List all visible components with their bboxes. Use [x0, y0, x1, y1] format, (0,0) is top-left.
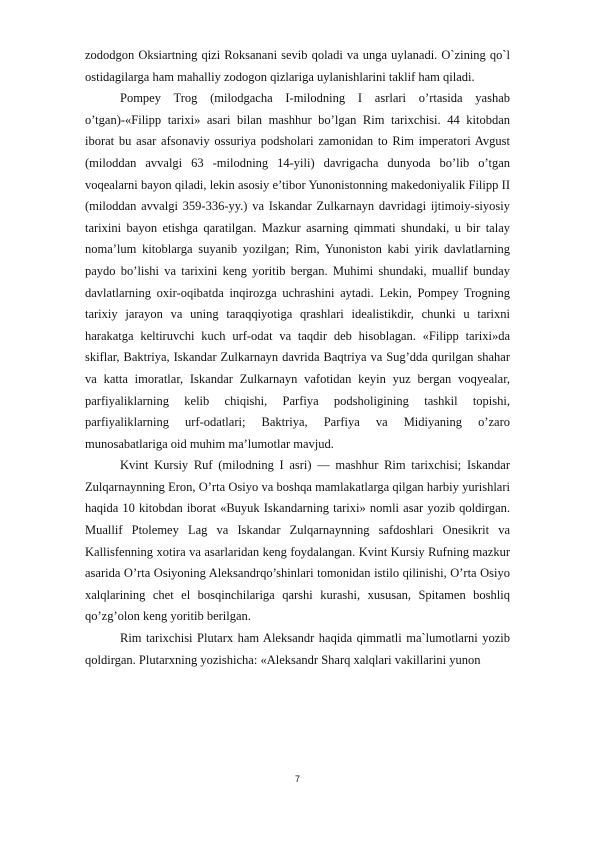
paragraph-plutarx: Rim tarixchisi Plutarx ham Aleksandr haqida qimmatli ma`lumotlarni yozib qoldirgan. Plutarxning yozishicha: «Aleksandr Sharq xalqlari vakillarini yunon [85, 631, 510, 667]
paragraph-pompey-trog: Pompey Trog (milodgacha I-milodning I asrlari o’rtasida yashab o’tgan)-«Filipp tarixi» asari bilan mashhur bo’lgan Rim tarixchisi. 44 kitobdan iborat bu asar afsonaviy ossuriya podsholari zamonidan to Rim imperatori Avgust (miloddan avvalgi 63 -milodning 14-yili) davrigacha dunyoda bo’lib o’tgan voqealarni bayon qiladi, lekin asosiy e’tibor Yunonistonning makedoniyalik Filipp II (miloddan avvalgi 359-336-yy.) va Iskandar Zulkarnayn davridagi ijtimoiy-siyosiy tarixini bayon etishga qaratilgan. Mazkur asarning qimmati shundaki, u bir talay noma’lum kitoblarga suyanib yozilgan; Rim, Yunoniston kabi yirik davlatlarning paydo bo’lishi va tarixini keng yoritib bergan. Muhimi shundaki, muallif bunday davlatlarning oxir-oqibatda inqirozga uchrashini aytadi. Lekin, Pompey Trogning tarixiy jarayon va uning taraqqiyotiga qrashlari idealistikdir, chunki u tarixni harakatga keltiruvchi kuch urf-odat va taqdir deb hisoblagan. «Filipp tarixi»da skiflar, Baktriya, Iskandar Zulkarnayn davrida Baqtriya va Sug’dda qurilgan shahar va katta imoratlar, Iskandar Zulkarnayn vafotidan keyin yuz bergan voqyealar, parfiyaliklarning kelib chiqishi, Parfiya podsholigining tashkil topishi, parfiyaliklarning urf-odatlari; Baktriya, Parfiya va Midiyaning o’zaro munosabatlariga oid muhim ma’lumotlar mavjud. [85, 91, 510, 451]
paragraph-kvint-kursiy-ruf: Kvint Kursiy Ruf (milodning I asri) — mashhur Rim tarixchisi; Iskandar Zulqarnaynning Eron, O’rta Osiyo va boshqa mamlakatlarga qilgan harbiy yurishlari haqida 10 kitobdan iborat «Buyuk Iskandarning tarixi» nomli asar yozib qoldirgan. Muallif Ptolemey Lag va Iskandar Zulqarnaynning safdoshlari Onesikrit va Kallisfenning xotira va asarlaridan keng foydalangan. Kvint Kursiy Rufning mazkur asarida O’rta Osiyoning Aleksandrqo’shinlari tomonidan istilo qilinishi, O’rta Osiyo xalqlarining chet el bosqinchilariga qarshi kurashi, xususan, Spitamen boshliq qo’zg’olon keng yoritib berilgan. [85, 458, 510, 624]
paragraph-continued: zododgon Oksiartning qizi Roksanani sevib qoladi va unga uylanadi. O`zining qo`l ostidagilarga ham mahalliy zodogon qizlariga uylanishlarini taklif ham qiladi. [85, 48, 510, 84]
page-number: 7 [294, 774, 300, 784]
body-text [85, 45, 510, 671]
